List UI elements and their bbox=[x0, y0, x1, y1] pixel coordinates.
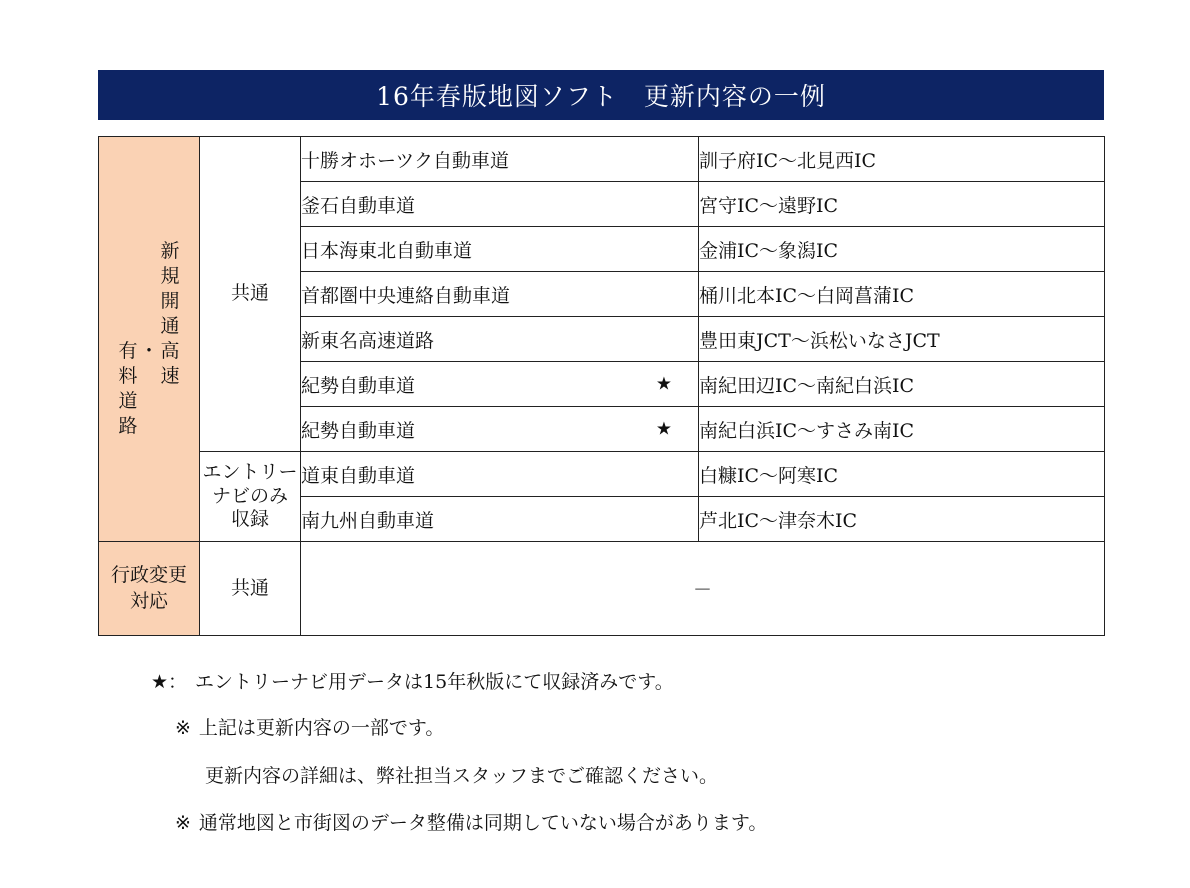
road-label: 日本海東北自動車道 bbox=[301, 239, 473, 262]
category-administrative-change bbox=[99, 542, 200, 636]
road-section: 豊田東JCT〜浜松いなさJCT bbox=[699, 317, 1105, 362]
vchar: ・ bbox=[139, 340, 159, 362]
road-section: 白糠IC〜阿寒IC bbox=[699, 452, 1105, 497]
reference-mark-icon: ※ bbox=[175, 812, 191, 834]
vchar: 通 bbox=[160, 315, 180, 337]
vchar: 有 bbox=[118, 340, 138, 362]
vchar: 道 bbox=[118, 390, 138, 412]
road-label: 首都圏中央連絡自動車道 bbox=[301, 284, 511, 307]
road-section: 南紀田辺IC〜南紀白浜IC bbox=[699, 362, 1105, 407]
vchar: 路 bbox=[118, 415, 138, 437]
road-label: 釜石自動車道 bbox=[301, 194, 416, 217]
road-name bbox=[301, 407, 699, 452]
road-section: 芦北IC〜津奈木IC bbox=[699, 497, 1105, 542]
admin-change-value: － bbox=[301, 542, 1105, 636]
subgroup-common: 共通 bbox=[200, 137, 301, 452]
star-icon: ★ bbox=[655, 373, 672, 395]
category-column-3 bbox=[118, 239, 137, 439]
road-label: 道東自動車道 bbox=[301, 464, 416, 487]
subgroup-label-line: 収録 bbox=[230, 508, 269, 531]
table-row bbox=[99, 542, 1105, 636]
table-row bbox=[99, 452, 1105, 497]
vchar: 規 bbox=[160, 265, 180, 287]
road-name bbox=[301, 227, 699, 272]
road-name bbox=[301, 497, 699, 542]
category-vertical-text bbox=[99, 239, 199, 439]
road-label: 新東名高速道路 bbox=[301, 329, 435, 352]
road-label: 紀勢自動車道 bbox=[301, 419, 416, 442]
category-line: 対応 bbox=[129, 589, 168, 612]
road-name bbox=[301, 137, 699, 182]
road-name bbox=[301, 452, 699, 497]
road-label: 紀勢自動車道 bbox=[301, 374, 416, 397]
road-section: 桶川北本IC〜白岡菖蒲IC bbox=[699, 272, 1105, 317]
category-new-expressways bbox=[99, 137, 200, 542]
subgroup-label-line: ナビのみ bbox=[211, 484, 288, 507]
road-section: 金浦IC〜象潟IC bbox=[699, 227, 1105, 272]
vchar: 新 bbox=[160, 240, 180, 262]
subgroup-entry-navi-only bbox=[200, 452, 301, 542]
note-ref-1-continuation: 更新内容の詳細は、弊社担当スタッフまでご確認ください。 bbox=[205, 765, 719, 787]
note-ref-2-text: 通常地図と市街図のデータ整備は同期していない場合があります。 bbox=[198, 812, 768, 834]
road-section: 訓子府IC〜北見西IC bbox=[699, 137, 1105, 182]
vchar: 開 bbox=[160, 290, 180, 312]
subgroup-common: 共通 bbox=[200, 542, 301, 636]
subgroup-label-line: エントリー bbox=[202, 460, 298, 483]
road-label: 南九州自動車道 bbox=[301, 509, 435, 532]
road-name bbox=[301, 362, 699, 407]
star-icon: ★ bbox=[655, 418, 672, 440]
table-row bbox=[99, 137, 1105, 182]
vchar: 速 bbox=[160, 365, 180, 387]
road-name bbox=[301, 317, 699, 362]
road-label: 十勝オホーツク自動車道 bbox=[301, 149, 510, 172]
vchar: 料 bbox=[118, 365, 138, 387]
road-section: 宮守IC〜遠野IC bbox=[699, 182, 1105, 227]
note-star bbox=[151, 667, 674, 694]
vchar: 高 bbox=[160, 340, 180, 362]
note-ref-2 bbox=[175, 808, 767, 835]
note-star-text: エントリーナビ用データは15年秋版にて収録済みです。 bbox=[195, 671, 674, 693]
update-table bbox=[98, 136, 1105, 636]
note-ref-1-text: 上記は更新内容の一部です。 bbox=[198, 717, 445, 739]
category-column-2 bbox=[139, 239, 158, 439]
reference-mark-icon: ※ bbox=[175, 717, 191, 739]
note-ref-1 bbox=[175, 713, 444, 740]
road-name bbox=[301, 272, 699, 317]
category-line: 行政変更 bbox=[110, 563, 187, 586]
page-title: 16年春版地図ソフト 更新内容の一例 bbox=[98, 70, 1104, 120]
road-section: 南紀白浜IC〜すさみ南IC bbox=[699, 407, 1105, 452]
road-name bbox=[301, 182, 699, 227]
category-column-1 bbox=[161, 239, 180, 439]
star-icon: ★： bbox=[151, 671, 188, 693]
